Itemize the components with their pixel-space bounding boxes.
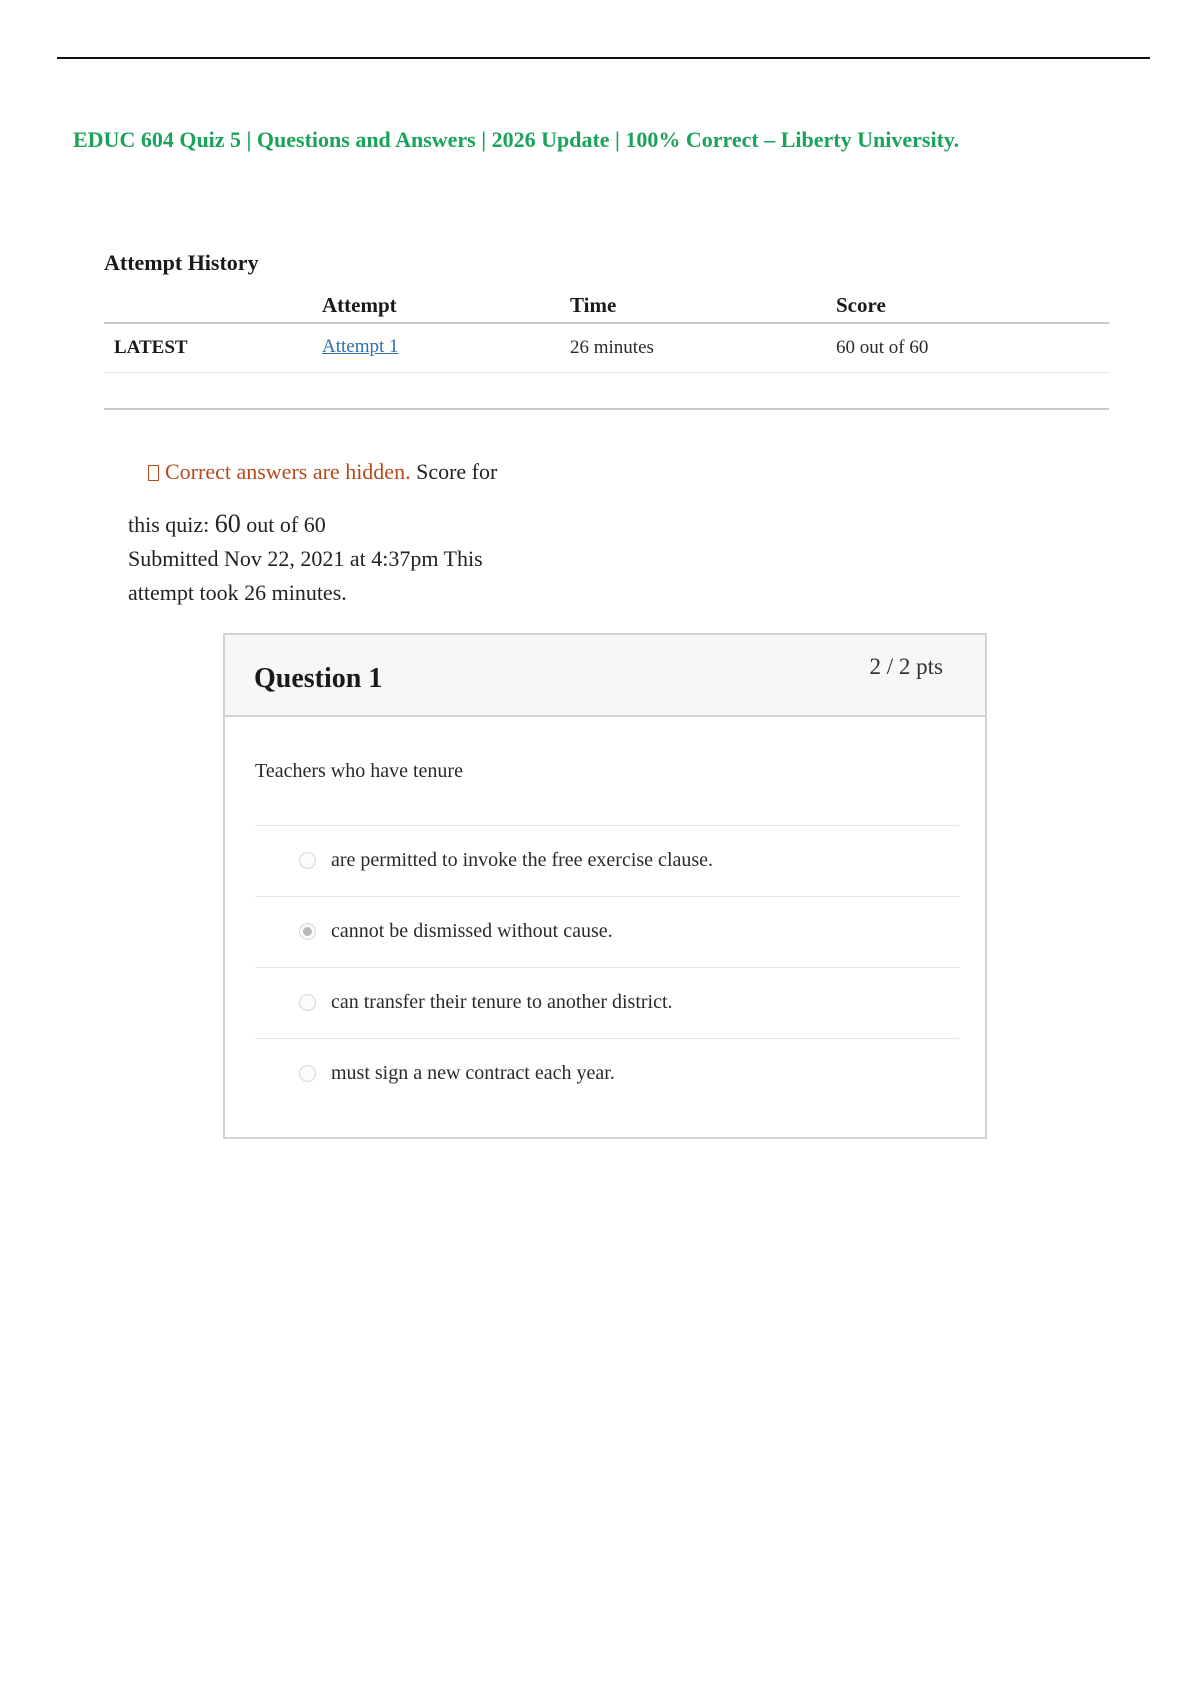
column-header-time: Time [570, 293, 617, 317]
answer-label: must sign a new contract each year. [331, 1062, 615, 1084]
attempt-history [104, 250, 1109, 358]
radio-button[interactable] [299, 1065, 316, 1082]
question-text: Teachers who have tenure [255, 760, 463, 782]
answer-option[interactable] [255, 825, 959, 896]
correct-answers-hidden-note: Correct answers are hidden. [165, 459, 411, 484]
this-quiz-label: this quiz: [128, 512, 210, 537]
top-divider [57, 57, 1150, 59]
table-header-row [104, 290, 1109, 324]
answer-label: cannot be dismissed without cause. [331, 920, 613, 942]
score-total: out of 60 [246, 512, 326, 537]
radio-button[interactable] [299, 923, 316, 940]
quiz-summary [128, 455, 548, 610]
answer-option[interactable] [255, 896, 959, 967]
attempt-score: 60 out of 60 [836, 337, 929, 358]
warning-icon [148, 465, 159, 481]
attempt-history-heading: Attempt History [104, 250, 259, 275]
score-line [128, 507, 548, 542]
question-card [223, 633, 987, 1139]
question-title: Question 1 [254, 663, 383, 694]
attempt-time: 26 minutes [570, 337, 654, 358]
radio-button[interactable] [299, 994, 316, 1011]
answer-option[interactable] [255, 967, 959, 1038]
answer-label: can transfer their tenure to another district. [331, 991, 673, 1013]
submitted-line: Submitted Nov 22, 2021 at 4:37pm This [128, 546, 483, 571]
latest-label: LATEST [114, 337, 188, 358]
score-for-label: Score for [416, 459, 498, 484]
attempt-duration-line: attempt took 26 minutes. [128, 580, 347, 605]
attempt-history-table [104, 290, 1109, 373]
score-value: 60 [214, 509, 241, 538]
document-title: EDUC 604 Quiz 5 | Questions and Answers | 2026 Update | 100% Correct – Liberty University. [73, 127, 960, 152]
table-row [104, 324, 1109, 373]
answer-list [255, 825, 959, 1109]
answer-label: are permitted to invoke the free exercise clause. [331, 849, 714, 871]
question-points: 2 / 2 pts [869, 654, 943, 679]
radio-button[interactable] [299, 852, 316, 869]
column-header-score: Score [836, 293, 886, 317]
score-intro [148, 455, 548, 489]
question-header [225, 635, 985, 717]
section-divider [104, 408, 1109, 410]
attempt-1-link[interactable]: Attempt 1 [322, 336, 399, 357]
answer-option[interactable] [255, 1038, 959, 1109]
column-header-attempt: Attempt [322, 293, 397, 317]
